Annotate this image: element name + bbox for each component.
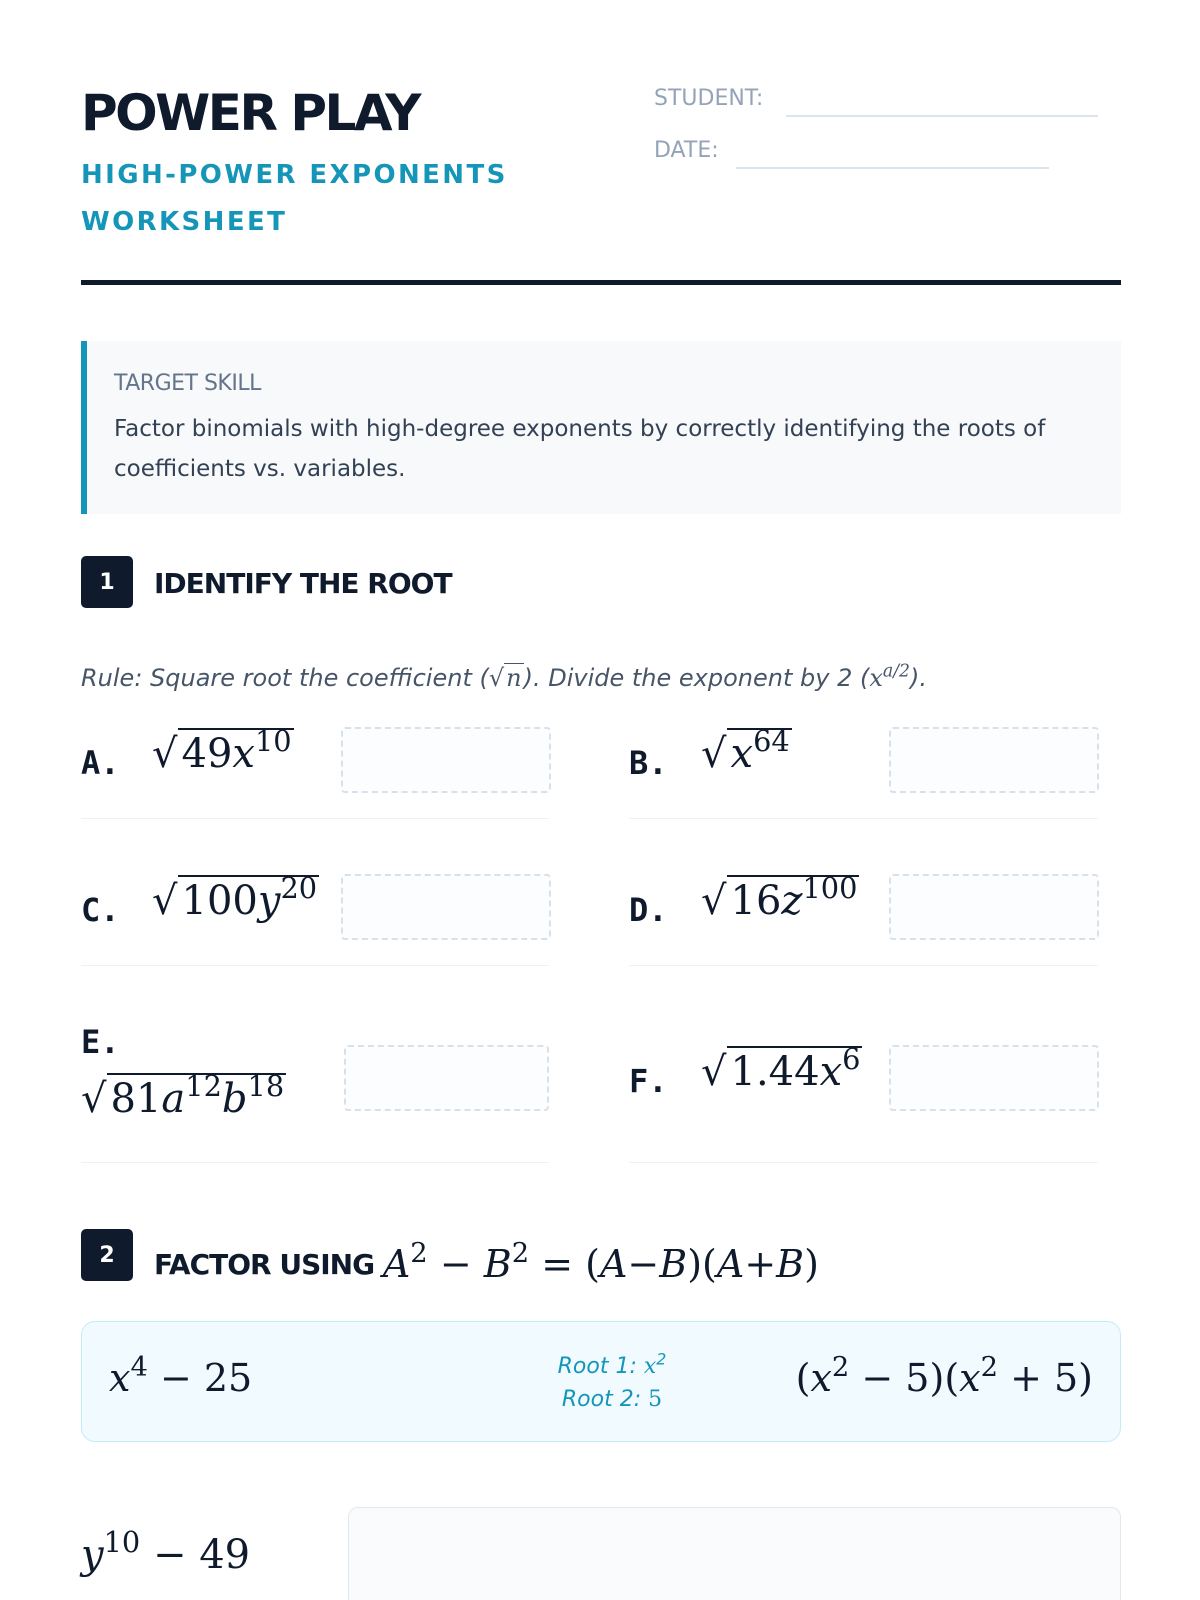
page-subtitle: HIGH-POWER EXPONENTS WORKSHEET [81,160,508,237]
target-skill-label: TARGET SKILL [114,371,261,396]
worksheet-header [81,84,1121,284]
problem-f-radical: √ $1.44x^6$ [701,1042,861,1095]
section-title: IDENTIFY THE ROOT [154,567,452,600]
section-1-heading [81,556,1121,608]
row-divider [629,818,1098,819]
radical-sign-icon: √ [81,1076,107,1122]
example-roots [422,1350,802,1416]
radical-sign-icon: √ [701,878,727,924]
radical-sign-icon: √ [152,878,178,924]
target-skill-callout [81,341,1121,514]
problem-letter: D. [629,891,668,929]
problem-letter: B. [629,744,668,782]
rule-middle: ). Divide the exponent by 2 ( [523,664,870,692]
answer-box-c[interactable] [341,874,551,940]
row-divider [81,1162,549,1163]
target-skill-text: Factor binomials with high-degree exponents by correctly identifying the roots of coefficients vs. variables. [114,416,1046,482]
problem-a-radical: √ $49x^{10}$ [152,724,292,777]
radical-sign-icon: √ [701,731,727,777]
problem-c-radical: √ $100y^{20}$ [152,871,318,924]
page-title: POWER PLAY [81,84,419,142]
problem-letter: C. [81,891,120,929]
date-label: DATE: [654,138,719,163]
factoring-formula: $A^2 - B^2 = (A-B)(A+B)$ [382,1237,819,1286]
rule-exponent: a/2 [882,661,911,682]
row-divider [629,965,1098,966]
answer-box-b[interactable] [889,727,1099,793]
section-number-badge: 2 [81,1229,133,1281]
root-2: Root 2: 5 [561,1387,663,1412]
problem-letter: E. [81,1023,120,1061]
answer-box-e[interactable] [344,1045,549,1111]
answer-box-d[interactable] [889,874,1099,940]
date-field[interactable] [736,167,1049,169]
header-divider [81,280,1121,285]
root-1: Root 1: $x^2$ [557,1349,667,1379]
rule-text: Rule: Square root the coefficient (√n). Divide the exponent by 2 $(x^{a/2})$. [81,661,928,692]
worked-example-card [81,1321,1121,1442]
row-divider [81,818,549,819]
radical-sign-icon: √ [701,1049,727,1095]
rule-suffix: ). [910,664,928,692]
problem-e-radical: √ $81a^{12}b^{18}$ [81,1069,285,1122]
student-name-field[interactable] [786,115,1098,117]
radical-sign-icon: √ [152,731,178,777]
problem-d-radical: √ $16z^{100}$ [701,871,858,924]
section-number-badge: 1 [81,556,133,608]
example-expression: $x^4 - 25$ [109,1351,253,1400]
problem-expression: $y^{10} - 49$ [81,1525,251,1578]
factor-answer-box[interactable] [348,1507,1121,1600]
example-result: $(x^2 - 5)(x^2 + 5)$ [795,1351,1093,1400]
problem-letter: A. [81,744,120,782]
rule-prefix: Rule: Square root the coefficient ( [81,664,489,692]
student-label: STUDENT: [654,86,764,111]
rule-base: x [869,664,883,692]
rule-radicand: n [506,664,522,692]
problem-letter: F. [629,1062,668,1100]
section-title: FACTOR USING $A^2 - B^2 = (A-B)(A+B)$ [154,1237,819,1286]
section-2-heading [81,1229,1121,1286]
row-divider [81,965,549,966]
problem-b-radical: √ $x^{64}$ [701,724,790,777]
answer-box-a[interactable] [341,727,551,793]
row-divider [629,1162,1098,1163]
answer-box-f[interactable] [889,1045,1099,1111]
